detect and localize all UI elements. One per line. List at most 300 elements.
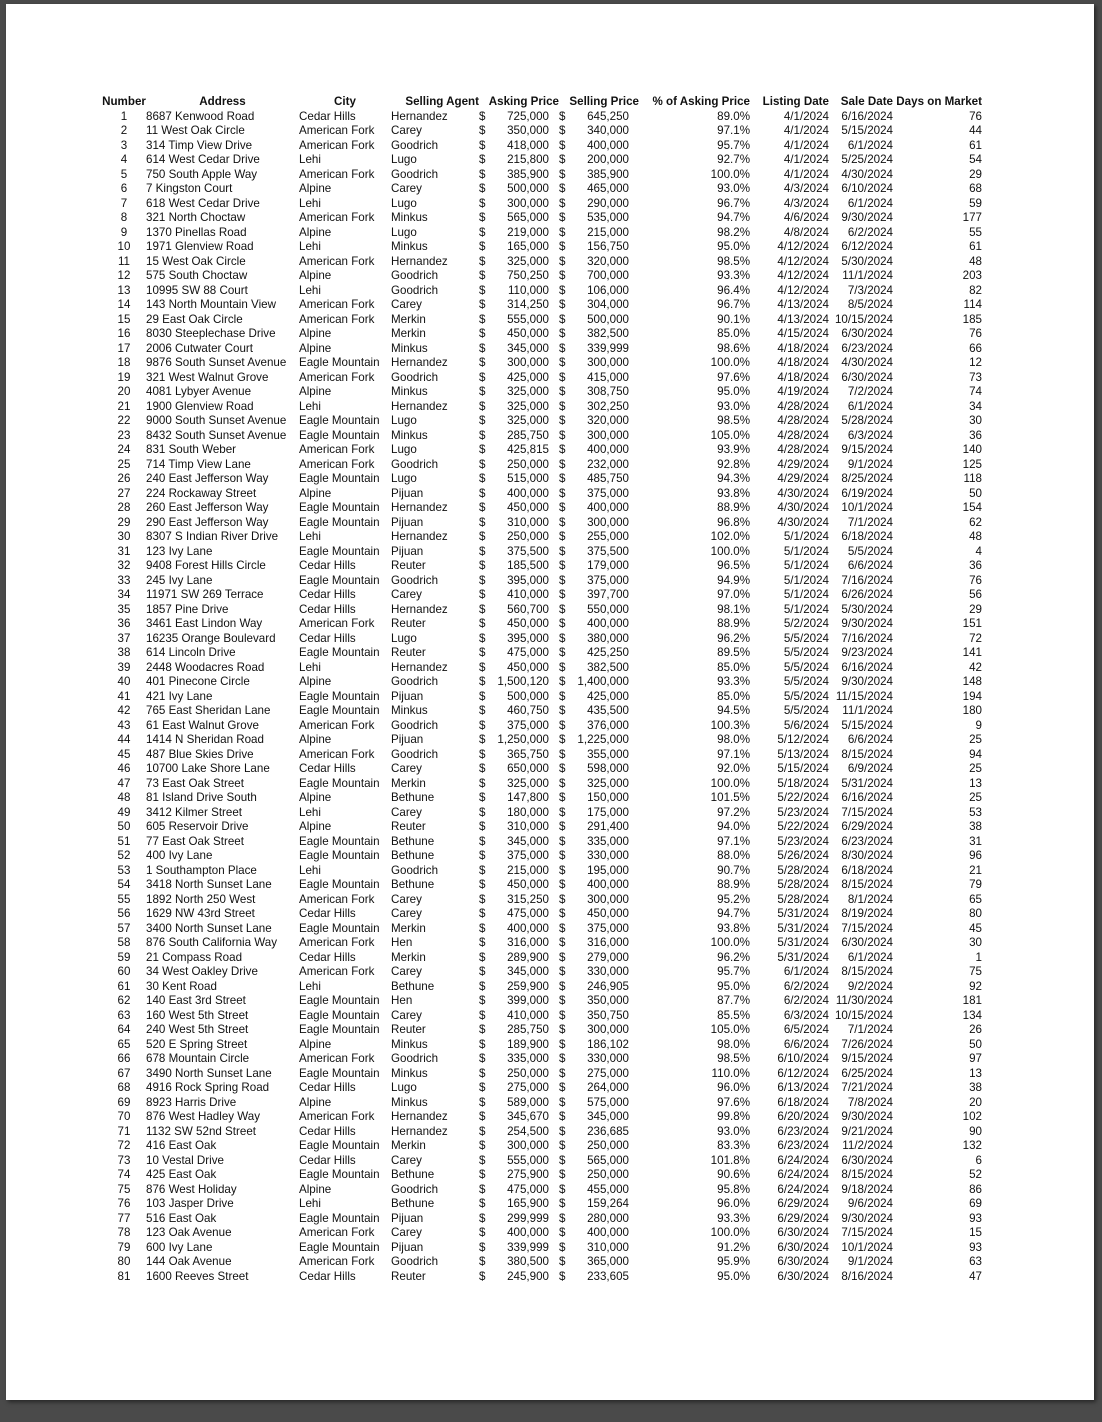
currency-symbol: $ <box>559 863 566 877</box>
currency-symbol: $ <box>559 211 566 224</box>
currency-symbol: $ <box>479 979 486 993</box>
cell-listing-date: 4/30/2024 <box>777 501 829 514</box>
table-row <box>102 226 982 241</box>
amount: 700,000 <box>587 269 629 282</box>
table-row <box>102 501 982 516</box>
currency-symbol: $ <box>559 1037 566 1051</box>
amount: 219,000 <box>507 225 549 239</box>
cell-selling-price <box>559 153 639 168</box>
cell-selling-price <box>559 371 639 386</box>
cell-city: American Fork <box>299 370 375 384</box>
cell-city: Eagle Mountain <box>299 1139 380 1152</box>
cell-days-on-market: 25 <box>969 733 982 746</box>
cell-sale-date: 9/15/2024 <box>841 1052 893 1065</box>
currency-symbol: $ <box>479 602 486 616</box>
currency-symbol: $ <box>559 762 566 775</box>
cell-listing-date: 4/12/2024 <box>777 269 829 282</box>
cell-agent: Pijuan <box>391 1240 424 1254</box>
cell-number: 33 <box>117 573 131 587</box>
table-row <box>102 1168 982 1183</box>
cell-sale-date: 9/30/2024 <box>841 675 893 688</box>
cell-asking-price <box>479 748 559 763</box>
currency-symbol: $ <box>559 849 566 862</box>
cell-agent: Carey <box>391 1153 422 1167</box>
cell-number: 36 <box>117 617 131 630</box>
cell-selling-price <box>559 1197 639 1212</box>
cell-city: Alpine <box>299 486 332 500</box>
cell-city: Alpine <box>299 791 332 804</box>
cell-sale-date: 11/30/2024 <box>835 994 893 1007</box>
cell-number: 31 <box>117 544 131 558</box>
amount: 365,000 <box>587 1255 629 1268</box>
cell-days-on-market: 93 <box>969 1211 982 1225</box>
cell-selling-price <box>559 951 639 966</box>
cell-agent: Goodrich <box>391 718 439 732</box>
amount: 186,102 <box>587 1037 629 1051</box>
cell-city: Alpine <box>299 675 332 688</box>
cell-address: 516 East Oak <box>146 1211 217 1225</box>
cell-pct-asking: 93.3% <box>717 1211 750 1225</box>
cell-selling-price <box>559 530 639 545</box>
cell-listing-date: 4/12/2024 <box>777 240 829 253</box>
cell-sale-date: 7/8/2024 <box>847 1095 893 1109</box>
currency-symbol: $ <box>479 298 486 311</box>
cell-asking-price <box>479 1197 559 1212</box>
cell-selling-price <box>559 849 639 864</box>
cell-agent: Hernandez <box>391 356 448 369</box>
cell-agent: Pijuan <box>391 689 424 703</box>
cell-asking-price <box>479 646 559 661</box>
amount: 375,000 <box>587 573 629 587</box>
currency-symbol: $ <box>479 443 486 456</box>
currency-symbol: $ <box>479 269 486 282</box>
amount: 264,000 <box>587 1081 629 1094</box>
cell-listing-date: 4/3/2024 <box>783 196 829 210</box>
cell-sale-date: 6/26/2024 <box>841 588 893 601</box>
cell-listing-date: 4/18/2024 <box>777 356 829 369</box>
cell-city: American Fork <box>299 138 375 152</box>
cell-asking-price <box>479 110 559 125</box>
cell-selling-price <box>559 1125 639 1140</box>
cell-agent: Minkus <box>391 1095 428 1109</box>
cell-asking-price <box>479 124 559 139</box>
currency-symbol: $ <box>559 428 566 442</box>
cell-days-on-market: 92 <box>969 979 982 993</box>
cell-sale-date: 8/15/2024 <box>841 1168 893 1181</box>
amount: 345,000 <box>507 834 549 848</box>
cell-address: 8923 Harris Drive <box>146 1095 237 1109</box>
cell-pct-asking: 85.0% <box>717 689 750 703</box>
table-body <box>102 110 982 1285</box>
cell-number: 66 <box>117 1052 131 1065</box>
cell-listing-date: 4/30/2024 <box>777 486 829 500</box>
cell-agent: Carey <box>391 588 422 601</box>
currency-symbol: $ <box>479 1168 486 1181</box>
cell-city: Alpine <box>299 820 332 833</box>
amount: 460,750 <box>507 704 549 717</box>
amount: 285,750 <box>507 428 549 442</box>
cell-asking-price <box>479 1168 559 1183</box>
table-row <box>102 443 982 458</box>
currency-symbol: $ <box>559 965 566 978</box>
cell-agent: Goodrich <box>391 863 439 877</box>
cell-address: 160 West 5th Street <box>146 1008 249 1022</box>
cell-listing-date: 5/18/2024 <box>777 776 829 790</box>
cell-listing-date: 6/1/2024 <box>783 965 829 978</box>
table-row <box>102 791 982 806</box>
cell-selling-price <box>559 675 639 690</box>
cell-number: 64 <box>117 1023 131 1036</box>
cell-city: Eagle Mountain <box>299 356 380 369</box>
cell-pct-asking: 98.6% <box>717 341 750 355</box>
table-row <box>102 182 982 197</box>
currency-symbol: $ <box>559 1255 566 1268</box>
cell-listing-date: 5/22/2024 <box>777 791 829 804</box>
cell-pct-asking: 97.2% <box>717 805 750 819</box>
cell-selling-price <box>559 342 639 357</box>
cell-city: Lehi <box>299 805 321 819</box>
currency-symbol: $ <box>479 486 486 500</box>
cell-selling-price <box>559 1255 639 1270</box>
cell-days-on-market: 73 <box>969 370 982 384</box>
cell-listing-date: 6/24/2024 <box>777 1182 829 1196</box>
cell-pct-asking: 100.0% <box>710 167 750 181</box>
cell-sale-date: 6/1/2024 <box>847 399 893 413</box>
amount: 345,000 <box>587 1110 629 1123</box>
cell-selling-price <box>559 994 639 1009</box>
cell-agent: Carey <box>391 907 422 920</box>
table-row <box>102 429 982 444</box>
currency-symbol: $ <box>479 356 486 369</box>
cell-agent: Reuter <box>391 1269 426 1283</box>
cell-sale-date: 9/15/2024 <box>841 443 893 456</box>
amount: 589,000 <box>507 1095 549 1109</box>
amount: 400,000 <box>587 443 629 456</box>
currency-symbol: $ <box>479 1139 486 1152</box>
amount: 350,750 <box>587 1008 629 1022</box>
cell-city: Cedar Hills <box>299 602 356 616</box>
cell-number: 67 <box>117 1066 131 1080</box>
table-row <box>102 1154 982 1169</box>
cell-agent: Goodrich <box>391 457 439 471</box>
amount: 415,000 <box>587 370 629 384</box>
cell-city: Eagle Mountain <box>299 878 380 891</box>
table-row <box>102 371 982 386</box>
amount: 106,000 <box>587 283 629 297</box>
cell-city: American Fork <box>299 443 375 456</box>
header-row <box>102 95 982 110</box>
cell-pct-asking: 95.0% <box>717 385 750 398</box>
cell-selling-price <box>559 255 639 270</box>
cell-days-on-market: 76 <box>969 327 982 340</box>
cell-days-on-market: 54 <box>969 153 982 166</box>
currency-symbol: $ <box>479 588 486 601</box>
amount: 300,000 <box>587 1023 629 1036</box>
amount: 150,000 <box>587 791 629 804</box>
cell-selling-price <box>559 472 639 487</box>
cell-days-on-market: 76 <box>969 109 982 123</box>
cell-agent: Goodrich <box>391 1052 439 1065</box>
cell-number: 6 <box>120 182 128 195</box>
amount: 375,000 <box>507 718 549 732</box>
cell-days-on-market: 134 <box>962 1008 982 1022</box>
cell-number: 12 <box>117 269 131 282</box>
cell-listing-date: 4/3/2024 <box>783 182 829 195</box>
cell-city: Lehi <box>299 863 321 877</box>
table-row <box>102 704 982 719</box>
cell-listing-date: 5/23/2024 <box>777 805 829 819</box>
cell-number: 11 <box>117 254 131 268</box>
currency-symbol: $ <box>479 501 486 514</box>
amount: 302,250 <box>587 399 629 413</box>
cell-days-on-market: 177 <box>962 211 982 224</box>
currency-symbol: $ <box>559 1211 566 1225</box>
amount: 147,800 <box>507 791 549 804</box>
currency-symbol: $ <box>479 994 486 1007</box>
cell-sale-date: 9/30/2024 <box>841 211 893 224</box>
cell-pct-asking: 102.0% <box>710 530 750 543</box>
cell-listing-date: 4/15/2024 <box>777 327 829 340</box>
table-row <box>102 719 982 734</box>
cell-city: Eagle Mountain <box>299 428 380 442</box>
cell-address: 143 North Mountain View <box>146 298 276 311</box>
amount: 1,225,000 <box>577 733 629 746</box>
cell-selling-price <box>559 965 639 980</box>
cell-number: 29 <box>117 515 131 529</box>
cell-agent: Lugo <box>391 225 417 239</box>
cell-listing-date: 6/30/2024 <box>777 1226 829 1239</box>
cell-asking-price <box>479 545 559 560</box>
cell-city: Lehi <box>299 660 321 674</box>
amount: 565,000 <box>587 1153 629 1167</box>
cell-agent: Goodrich <box>391 1255 439 1268</box>
table-row <box>102 1139 982 1154</box>
cell-listing-date: 5/28/2024 <box>777 892 829 906</box>
cell-listing-date: 4/1/2024 <box>783 167 829 181</box>
cell-asking-price <box>479 501 559 516</box>
cell-pct-asking: 89.0% <box>717 109 750 123</box>
amount: 335,000 <box>587 834 629 848</box>
cell-number: 17 <box>117 341 131 355</box>
cell-pct-asking: 94.7% <box>717 211 750 224</box>
cell-asking-price <box>479 400 559 415</box>
amount: 236,685 <box>587 1124 629 1138</box>
cell-number: 15 <box>117 312 131 326</box>
cell-city: Eagle Mountain <box>299 1008 380 1022</box>
currency-symbol: $ <box>559 820 566 833</box>
table-row <box>102 893 982 908</box>
cell-days-on-market: 38 <box>969 1081 982 1094</box>
cell-listing-date: 5/5/2024 <box>783 660 829 674</box>
cell-sale-date: 6/6/2024 <box>847 559 893 572</box>
cell-city: Cedar Hills <box>299 559 356 572</box>
cell-pct-asking: 95.0% <box>717 979 750 993</box>
header-number: Number <box>102 95 146 108</box>
cell-city: Cedar Hills <box>299 631 356 645</box>
cell-days-on-market: 118 <box>963 472 982 485</box>
amount: 195,000 <box>587 863 629 877</box>
cell-listing-date: 4/13/2024 <box>777 312 829 326</box>
cell-listing-date: 4/19/2024 <box>777 385 829 398</box>
cell-city: Eagle Mountain <box>299 921 380 935</box>
amount: 500,000 <box>507 182 549 195</box>
amount: 410,000 <box>507 1008 549 1022</box>
cell-pct-asking: 95.7% <box>717 965 750 978</box>
cell-days-on-market: 52 <box>969 1168 982 1181</box>
cell-selling-price <box>559 791 639 806</box>
currency-symbol: $ <box>479 457 486 471</box>
table-row <box>102 748 982 763</box>
cell-asking-price <box>479 284 559 299</box>
currency-symbol: $ <box>559 936 566 949</box>
amount: 410,000 <box>507 588 549 601</box>
cell-days-on-market: 25 <box>969 791 982 804</box>
cell-city: American Fork <box>299 892 375 906</box>
amount: 400,000 <box>507 1226 549 1239</box>
cell-number: 42 <box>117 704 131 717</box>
cell-selling-price <box>559 1241 639 1256</box>
currency-symbol: $ <box>559 979 566 993</box>
cell-listing-date: 5/1/2024 <box>783 559 829 572</box>
cell-listing-date: 5/12/2024 <box>777 733 829 746</box>
cell-asking-price <box>479 168 559 183</box>
cell-address: 290 East Jefferson Way <box>146 515 269 529</box>
cell-city: Eagle Mountain <box>299 1168 380 1181</box>
cell-address: 8030 Steeplechase Drive <box>146 327 276 340</box>
cell-sale-date: 8/15/2024 <box>841 747 893 761</box>
amount: 325,000 <box>507 414 549 427</box>
currency-symbol: $ <box>559 1139 566 1152</box>
amount: 340,000 <box>587 124 629 137</box>
amount: 376,000 <box>587 718 629 732</box>
cell-number: 10 <box>117 240 131 253</box>
cell-sale-date: 5/25/2024 <box>841 153 893 166</box>
cell-sale-date: 10/1/2024 <box>841 501 893 514</box>
cell-selling-price <box>559 1183 639 1198</box>
cell-days-on-market: 86 <box>969 1182 982 1196</box>
cell-address: 10995 SW 88 Court <box>146 283 248 297</box>
cell-agent: Hernandez <box>391 1124 448 1138</box>
cell-selling-price <box>559 588 639 603</box>
currency-symbol: $ <box>479 1255 486 1268</box>
currency-symbol: $ <box>559 602 566 616</box>
cell-pct-asking: 97.1% <box>717 834 750 848</box>
cell-number: 49 <box>117 805 131 819</box>
cell-days-on-market: 61 <box>969 138 982 152</box>
cell-sale-date: 6/16/2024 <box>841 660 893 674</box>
sales-table <box>102 95 982 1284</box>
cell-city: Alpine <box>299 1037 332 1051</box>
cell-asking-price <box>479 1038 559 1053</box>
cell-number: 3 <box>120 138 128 152</box>
cell-selling-price <box>559 661 639 676</box>
amount: 1,500,120 <box>497 675 549 688</box>
amount: 314,250 <box>507 298 549 311</box>
cell-address: 144 Oak Avenue <box>146 1255 232 1268</box>
amount: 300,000 <box>507 356 549 369</box>
currency-symbol: $ <box>559 196 566 210</box>
amount: 450,000 <box>507 660 549 674</box>
cell-asking-price <box>479 1052 559 1067</box>
cell-address: 487 Blue Skies Drive <box>146 747 254 761</box>
cell-asking-price <box>479 1067 559 1082</box>
cell-city: Lehi <box>299 196 321 210</box>
cell-days-on-market: 44 <box>969 124 982 137</box>
cell-listing-date: 5/26/2024 <box>777 849 829 862</box>
currency-symbol: $ <box>559 1095 566 1109</box>
cell-number: 48 <box>117 791 131 804</box>
cell-asking-price <box>479 559 559 574</box>
cell-listing-date: 6/30/2024 <box>777 1240 829 1254</box>
cell-agent: Lugo <box>391 443 417 456</box>
cell-days-on-market: 56 <box>969 588 982 601</box>
currency-symbol: $ <box>559 327 566 340</box>
cell-number: 19 <box>117 370 131 384</box>
cell-number: 65 <box>117 1037 131 1051</box>
cell-selling-price <box>559 487 639 502</box>
cell-listing-date: 5/28/2024 <box>777 878 829 891</box>
cell-listing-date: 5/2/2024 <box>783 617 829 630</box>
cell-address: 425 East Oak <box>146 1168 217 1181</box>
amount: 725,000 <box>507 109 549 123</box>
cell-city: Eagle Mountain <box>299 1023 380 1036</box>
cell-pct-asking: 98.0% <box>717 733 750 746</box>
table-row <box>102 1212 982 1227</box>
cell-days-on-market: 90 <box>969 1124 982 1138</box>
currency-symbol: $ <box>559 878 566 891</box>
cell-asking-price <box>479 342 559 357</box>
cell-days-on-market: 74 <box>969 385 982 398</box>
cell-sale-date: 8/1/2024 <box>847 892 893 906</box>
cell-listing-date: 6/18/2024 <box>777 1095 829 1109</box>
cell-agent: Minkus <box>391 211 428 224</box>
amount: 310,000 <box>587 1240 629 1254</box>
currency-symbol: $ <box>479 327 486 340</box>
cell-days-on-market: 6 <box>975 1153 982 1167</box>
cell-city: Alpine <box>299 225 332 239</box>
cell-pct-asking: 97.6% <box>717 370 750 384</box>
cell-pct-asking: 85.5% <box>717 1008 750 1022</box>
cell-pct-asking: 96.8% <box>717 515 750 529</box>
cell-number: 18 <box>117 356 131 369</box>
currency-symbol: $ <box>559 283 566 297</box>
amount: 285,750 <box>507 1023 549 1036</box>
cell-pct-asking: 94.7% <box>717 907 750 920</box>
cell-sale-date: 6/12/2024 <box>841 240 893 253</box>
cell-number: 78 <box>117 1226 131 1239</box>
cell-pct-asking: 97.0% <box>717 588 750 601</box>
table-row <box>102 951 982 966</box>
cell-agent: Hen <box>391 994 413 1007</box>
cell-agent: Reuter <box>391 617 426 630</box>
cell-number: 58 <box>117 936 131 949</box>
amount: 233,605 <box>587 1269 629 1283</box>
cell-agent: Bethune <box>391 834 435 848</box>
cell-address: 8432 South Sunset Avenue <box>146 428 287 442</box>
cell-pct-asking: 96.5% <box>717 559 750 572</box>
cell-asking-price <box>479 1154 559 1169</box>
currency-symbol: $ <box>559 791 566 804</box>
amount: 246,905 <box>587 979 629 993</box>
cell-city: American Fork <box>299 457 375 471</box>
table-row <box>102 936 982 951</box>
cell-agent: Goodrich <box>391 1182 439 1196</box>
table-row <box>102 980 982 995</box>
cell-agent: Merkin <box>391 1139 426 1152</box>
amount: 250,000 <box>587 1139 629 1152</box>
cell-selling-price <box>559 1052 639 1067</box>
currency-symbol: $ <box>559 834 566 848</box>
